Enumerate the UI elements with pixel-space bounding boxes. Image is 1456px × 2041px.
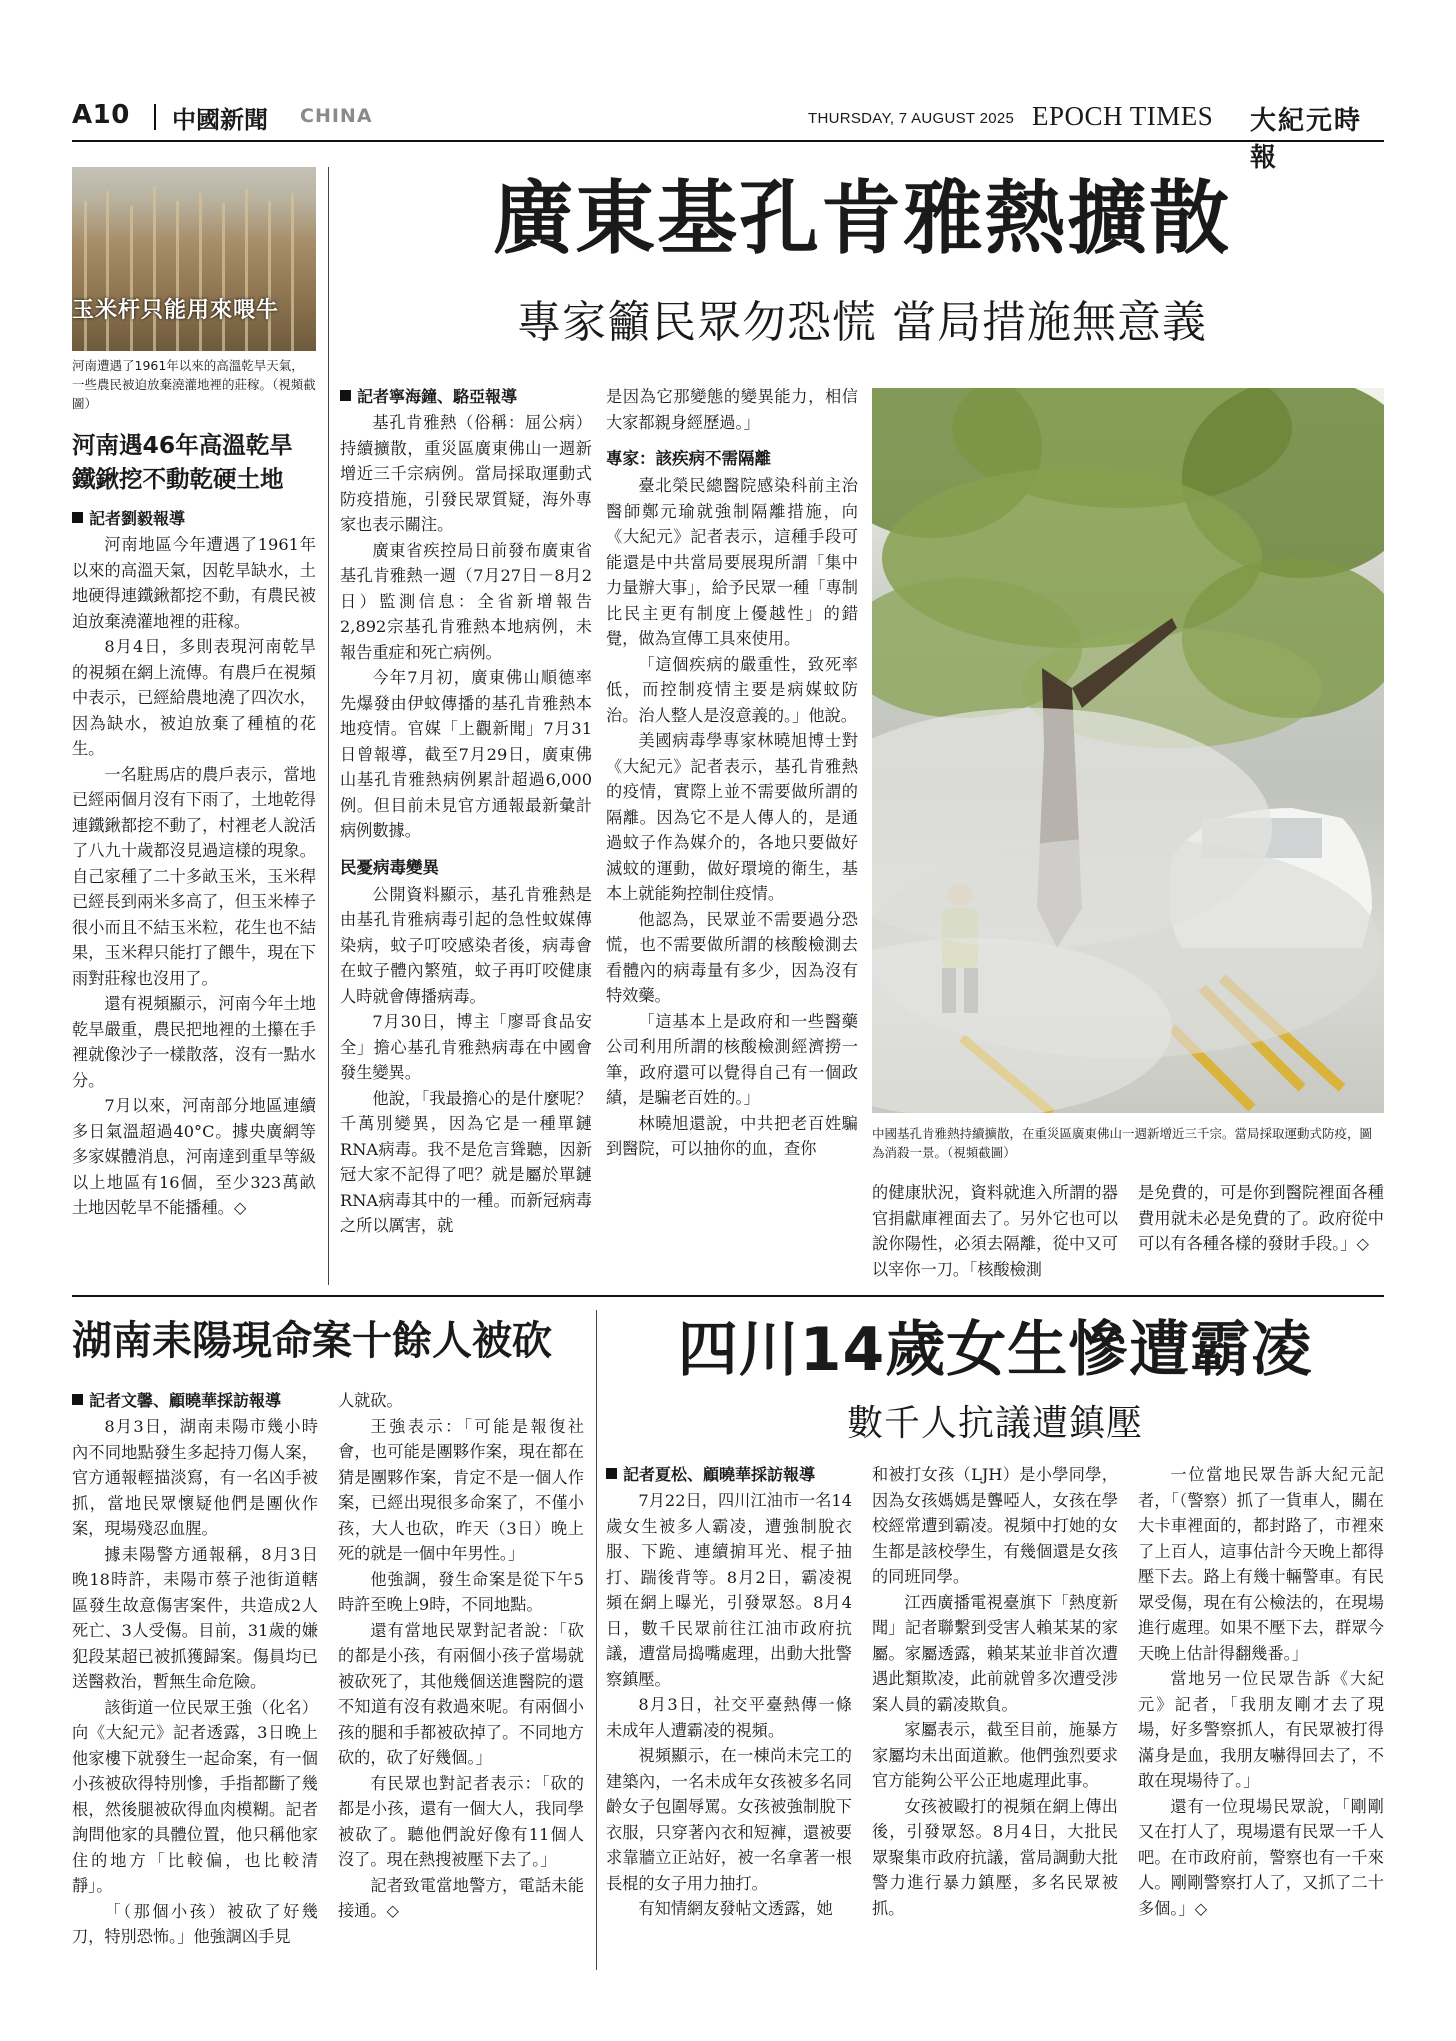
masthead-divider (154, 104, 156, 130)
section-title-zh: 中國新聞 (172, 106, 268, 134)
subhead-expert-no-isolation: 專家：該疾病不需隔離 (606, 449, 771, 468)
guangdong-col-2: 是因為它那變態的變異能力，相信大家都親身經歷過。」 專家：該疾病不需隔離 臺北榮民總醫院感染科前主治醫師鄭元瑜就強制隔離措施，向《大紀元》記者表示，這種手段可能還是中共當局要展現所謂「集中力量辦大事」，給予民眾一種「專制比民主更有制度上優越性」的錯覺，做為宣傳工具來使用。 「這個疾病的嚴重性，致死率低，而控制疫情主要是病媒蚊防治。治人整人是沒意義的。」他說。 美國病毒學專家林曉旭博士對《大紀元》記者表示，基孔肯雅熱的疫情，實際上並不需要做所謂的隔離。因為它不是人傳人的，是通過蚊子作為媒介的，各地只要做好滅蚊的運動，做好環境的衛生，基本上就能夠控制住疫情。 他認為，民眾並不需要過分恐慌，也不需要做所謂的核酸檢測去看體內的病毒量有多少，因為沒有特效藥。 「這基本上是政府和一些醫藥公司利用所謂的核酸檢測經濟撈一筆，政府還可以覺得自己有一個政績，是騙老百姓的。」 林曉旭還說，中共把老百姓騙到醫院，可以抽你的血，查你 (606, 387, 858, 1158)
henan-article (72, 428, 316, 1221)
henan-headline: 河南遇46年高溫乾旱 鐵鍬挖不動乾硬土地 (72, 431, 293, 493)
fumigation-photo-caption: 中國基孔肯雅熱持續擴散，在重災區廣東佛山一週新增近三千宗。當局採取運動式防疫，圖為消殺一景。（視頻截圖） (872, 1126, 1373, 1160)
fumigation-photo (872, 388, 1384, 1113)
sichuan-byline: 記者夏松、顧曉華採訪報導 (606, 1462, 852, 1488)
photo-overlay-text: 玉米杆只能用來喂牛 (72, 298, 280, 323)
sichuan-col-2: 和被打女孩（LJH）是小學同學，因為女孩媽媽是聾啞人，女孩在學校經常遭到霸凌。視頻中打她的女生都是該校學生，有幾個還是女孩的同班同學。 江西廣播電視臺旗下「熱度新聞」記者聯繫到受害人賴某某的家屬。家屬透露，賴某某並非首次遭遇此類欺凌，此前就曾多次遭受涉案人員的霸凌欺負。 家屬表示，截至目前，施暴方家屬均未出面道歉。他們強烈要求官方能夠公平公正地處理此事。 女孩被毆打的視頻在網上傳出後，引發眾怒。8月4日，大批民眾聚集市政府抗議，當局調動大批警力進行暴力鎮壓，多名民眾被抓。 (872, 1465, 1118, 1918)
brand-name-en: EPOCH TIMES (1032, 101, 1214, 131)
guangdong-subheadline: 專家籲民眾勿恐慌 當局措施無意義 (517, 297, 1207, 348)
sichuan-col-1: 記者夏松、顧曉華採訪報導 7月22日，四川江油市一名14歲女生被多人霸凌，遭強制脫衣服、下跪、連續掮耳光、棍子抽打、踹後背等。8月2日，霸凌視頻在網上曝光，引發眾怒。8月4日，數千民眾前往江油市政府抗議，遭當局捣嘴處理，出動大批警察鎮壓。 8月3日，社交平臺熱傳一條未成年人遭霸凌的視頻。 視頻顯示，在一棟尚未完工的建築內，一名未成年女孩被多名同齡女子包圍辱罵。女孩被強制脫下衣服，只穿著內衣和短褲，還被要求靠牆立正站好，被一名拿著一根長棍的女子用力抽打。 有知情網友發帖文透露，她 (606, 1462, 852, 1922)
masthead (72, 98, 1384, 173)
section-rule (72, 1295, 1384, 1297)
guangdong-col-3: 的健康狀況，資料就進入所謂的器官捐獻庫裡面去了。另外它也可以說你陽性，必須去隔離，從中又可以宰你一刀。「核酸檢測 (872, 1183, 1118, 1279)
issue-date: THURSDAY, 7 AUGUST 2025 (808, 110, 1015, 127)
sichuan-headline: 四川14歲女生慘遭霸凌 (677, 1315, 1313, 1385)
hunan-col-2: 人就砍。 王強表示：「可能是報復社會，也可能是團夥作案，現在都在猜是團夥作案，肯定不是一個人作案，已經出現很多命案了，不僅小孩，大人也砍，昨天（3日）晚上死的就是一個中年男性。」 他強調，發生命案是從下午5時許至晚上9時，不同地點。 還有當地民眾對記者說：「砍的都是小孩，有兩個小孩子當場就被砍死了，其他幾個送進醫院的還不知道有沒有救過來呢。有兩個小孩的腿和手都被砍掉了。不同地方砍的，砍了好幾個。」 有民眾也對記者表示：「砍的都是小孩，還有一個大人，我同學被砍了。聽他們說好像有11個人沒了。現在熱搜被壓下去了。」 記者致電當地警方，電話未能接通。◇ (338, 1391, 584, 1920)
fumigation-scene-illustration (872, 388, 1384, 1113)
guangdong-col-4: 是免費的，可是你到醫院裡面各種費用就未必是免費的了。政府從中可以有各種各樣的發財手段。」◇ (1138, 1183, 1384, 1253)
guangdong-byline: 記者寧海鐘、駱亞報導 (340, 384, 592, 410)
sichuan-col-3: 一位當地民眾告訴大紀元記者，「（警察）抓了一貨車人，關在大卡車裡面的，都封路了，市裡來了上百人，這事估計今天晚上都得壓下去。路上有幾十輛警車。有民眾受傷，現在有公檢法的，在現場進行處理。如果不壓下去，群眾今天晚上估計得翻幾番。」 當地另一位民眾告訴《大紀元》記者，「我朋友剛才去了現場，好多警察抓人，有民眾被打得滿身是血，我朋友嚇得回去了，不敢在現場待了。」 還有一位現場民眾說，「剛剛又在打人了，現場還有民眾一千人吧。在市政府前，警察也有一千來人。剛剛警察打人了，又抓了二十多個。」◇ (1138, 1465, 1384, 1918)
drought-photo-caption: 河南遭遇了1961年以來的高溫乾旱天氣，一些農民被迫放棄澆灌地裡的莊稼。（視頻截圖） (72, 358, 316, 411)
hunan-byline: 記者文馨、顧曉華採訪報導 (72, 1388, 318, 1414)
column-divider (596, 1310, 597, 1970)
guangdong-col-1: 記者寧海鐘、駱亞報導 基孔肯雅熱（俗稱：屈公病）持續擴散，重災區廣東佛山一週新增近三千宗病例。當局採取運動式防疫措施，引發民眾質疑，海外專家也表示關注。 廣東省疾控局日前發布廣東省基孔肯雅熱一週（7月27日－8月2日）監測信息：全省新增報告2,892宗基孔肯雅熱本地病例，未報告重症和死亡病例。 今年7月初，廣東佛山順德率先爆發由伊蚊傳播的基孔肯雅熱本地疫情。官媒「上觀新聞」7月31日曾報導，截至7月29日，廣東佛山基孔肯雅熱病例累計超過6,000例。但目前未見官方通報最新彙計病例數據。 民憂病毒變異 公開資料顯示，基孔肯雅熱是由基孔肯雅病毒引起的急性蚊媒傳染病，蚊子叮咬感染者後，病毒會在蚊子體內繁殖，蚊子再叮咬健康人時就會傳播病毒。 7月30日，博主「廖哥食品安全」擔心基孔肯雅熱病毒在中國會發生變異。 他說，「我最擔心的是什麼呢？千萬別變異，因為它是一種單鏈RNA病毒。我不是危言聳聽，因新冠大家不記得了吧？就是屬於單鏈RNA病毒其中的一種。而新冠病毒之所以厲害，就 (340, 384, 592, 1239)
brand-name-zh: 大紀元時報 (1250, 106, 1363, 173)
subhead-virus-mutation: 民憂病毒變異 (340, 857, 439, 877)
page-number: A10 (72, 100, 130, 130)
henan-byline: 記者劉毅報導 (72, 506, 316, 532)
hunan-headline: 湖南耒陽現命案十餘人被砍 (72, 1318, 552, 1364)
hunan-col-1: 記者文馨、顧曉華採訪報導 8月3日，湖南耒陽市幾小時內不同地點發生多起持刀傷人案，官方通報輕描淡寫，有一名凶手被抓，當地民眾懷疑他們是團伙作案，現場殘忍血腥。 據耒陽警方通報稱，8月3日晚18時許，耒陽市蔡子池街道轄區發生故意傷害案件，共造成2人死亡、3人受傷。目前，31歲的嫌犯段某超已被抓獲歸案。傷員均已送醫救治，暫無生命危險。 該街道一位民眾王強（化名）向《大紀元》記者透露，3日晚上他家樓下就發生一起命案，有一個小孩被砍得特別慘，手指都斷了幾根，然後腿被砍得血肉模糊。記者詢問他家的具體位置，他只稱他家住的地方「比較偏，也比較清靜」。 「（那個小孩）被砍了好幾刀，特別恐怖。」他強調凶手見 (72, 1388, 318, 1950)
henan-body: 河南地區今年遭遇了1961年以來的高溫天氣，因乾旱缺水，土地硬得連鐵鍬都挖不動，有農民被迫放棄澆灌地裡的莊稼。 8月4日，多則表現河南乾旱的視頻在網上流傳。有農戶在視頻中表示，已經給農地澆了四次水，因為缺水，被迫放棄了種植的花生。 一名駐馬店的農戶表示，當地已經兩個月沒有下雨了，土地乾得連鐵鍬都挖不動了，村裡老人說活了八九十歲都沒見過這樣的現象。自己家種了二十多畝玉米，玉米稈已經長到兩米多高了，但玉米棒子很小而且不結玉米粒，花生也不結果，玉米稈只能打了餵牛，現在下雨對莊稼也沒用了。 還有視頻顯示，河南今年土地乾旱嚴重，農民把地裡的土攥在手裡就像沙子一樣散落，沒有一點水分。 7月以來，河南部分地區連續多日氣溫超過40°C。據央廣網等多家媒體消息，河南達到重旱等級以上地區有16個，至少323萬畝土地因乾旱不能播種。◇ (72, 535, 316, 1217)
sichuan-subheadline: 數千人抗議遭鎮壓 (846, 1403, 1143, 1444)
drought-corn-photo (72, 167, 316, 351)
guangdong-headline: 廣東基孔肯雅熱擴散 (493, 171, 1231, 265)
column-divider (328, 167, 329, 1285)
section-title-en: CHINA (300, 105, 373, 127)
